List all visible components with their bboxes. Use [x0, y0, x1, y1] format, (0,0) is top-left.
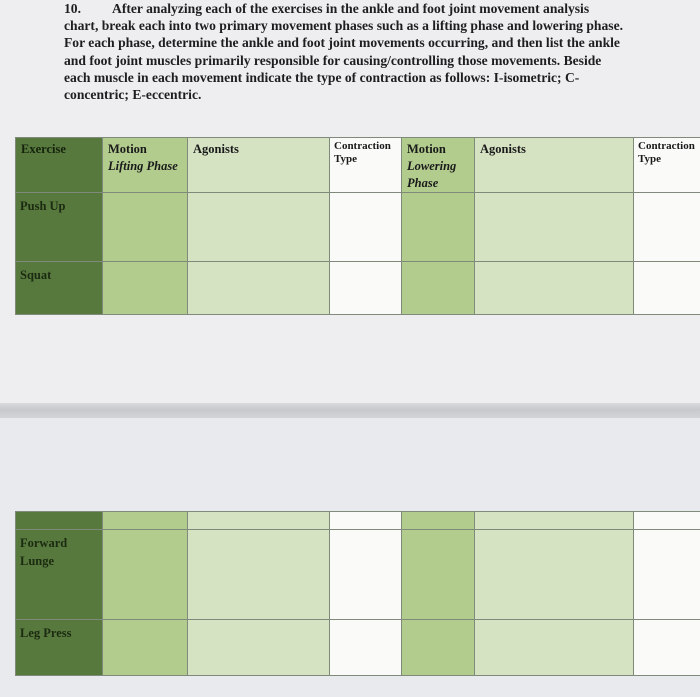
cell-lifting-agonists[interactable]	[188, 262, 330, 315]
cell-lowering-agonists[interactable]	[475, 193, 634, 262]
cell-lifting-motion[interactable]	[103, 620, 188, 676]
row-label-forward-lunge: Forward Lunge	[16, 530, 103, 620]
cell-lowering-motion[interactable]	[402, 530, 475, 620]
header-lowering-motion: Motion Lowering Phase	[402, 138, 475, 193]
cell-lifting-motion[interactable]	[103, 512, 188, 530]
table-row	[16, 262, 700, 315]
cell-lifting-agonists[interactable]	[188, 512, 330, 530]
cell-lowering-motion[interactable]	[402, 620, 475, 676]
movement-analysis-table-continued	[15, 511, 700, 676]
cell-lifting-contraction[interactable]	[330, 262, 402, 315]
header-lifting-agonists: Agonists	[188, 138, 330, 193]
header-lifting-contraction: Contraction Type	[330, 138, 402, 193]
question-number: 10.	[64, 1, 81, 16]
header-lifting-motion: Motion Lifting Phase	[103, 138, 188, 193]
table-row	[16, 193, 700, 262]
cell-lowering-agonists[interactable]	[475, 262, 634, 315]
row-label-leg-press: Leg Press	[16, 620, 103, 676]
cell-lowering-agonists[interactable]	[475, 620, 634, 676]
cell-lowering-contraction[interactable]	[634, 530, 700, 620]
cell-lifting-agonists[interactable]	[188, 620, 330, 676]
lowering-phase-label: Lowering Phase	[407, 159, 457, 190]
table-row	[16, 512, 700, 530]
cell-lowering-contraction[interactable]	[634, 262, 700, 315]
cell-lifting-contraction[interactable]	[330, 530, 402, 620]
cell-lifting-agonists[interactable]	[188, 193, 330, 262]
cell-lowering-contraction[interactable]	[634, 620, 700, 676]
question-text	[64, 0, 624, 103]
table-row	[16, 620, 700, 676]
cell-lowering-motion[interactable]	[402, 262, 475, 315]
movement-analysis-table	[15, 137, 700, 315]
cell-lowering-agonists[interactable]	[475, 530, 634, 620]
header-exercise: Exercise	[16, 138, 103, 193]
cell-lifting-contraction[interactable]	[330, 620, 402, 676]
cell-exercise	[16, 512, 103, 530]
cell-lowering-contraction[interactable]	[634, 193, 700, 262]
lifting-phase-label: Lifting Phase	[108, 159, 178, 173]
cell-lifting-agonists[interactable]	[188, 530, 330, 620]
cell-lifting-contraction[interactable]	[330, 193, 402, 262]
cell-lowering-contraction[interactable]	[634, 512, 700, 530]
table-row	[16, 530, 700, 620]
cell-lifting-motion[interactable]	[103, 530, 188, 620]
question-body: After analyzing each of the exercises in the ankle and foot joint movement analysis chart, break each into two primary movement phases such as a lifting phase and lowering phase. For each phase, determine the ankle and foot joint movements occurring, and then list the ankle and foot joint muscles primarily responsible for causing/controlling those movements. Beside each muscle in each movement indicate the type of contraction as follows: I-isometric; C-concentric; E-eccentric.	[64, 1, 623, 103]
cell-lowering-motion[interactable]	[402, 193, 475, 262]
row-label-push-up: Push Up	[16, 193, 103, 262]
page-fold	[0, 403, 700, 419]
cell-lifting-motion[interactable]	[103, 193, 188, 262]
header-lowering-agonists: Agonists	[475, 138, 634, 193]
row-label-squat: Squat	[16, 262, 103, 315]
cell-lowering-motion[interactable]	[402, 512, 475, 530]
cell-lifting-contraction[interactable]	[330, 512, 402, 530]
cell-lifting-motion[interactable]	[103, 262, 188, 315]
header-lowering-contraction: Contraction Type	[634, 138, 700, 193]
cell-lowering-agonists[interactable]	[475, 512, 634, 530]
